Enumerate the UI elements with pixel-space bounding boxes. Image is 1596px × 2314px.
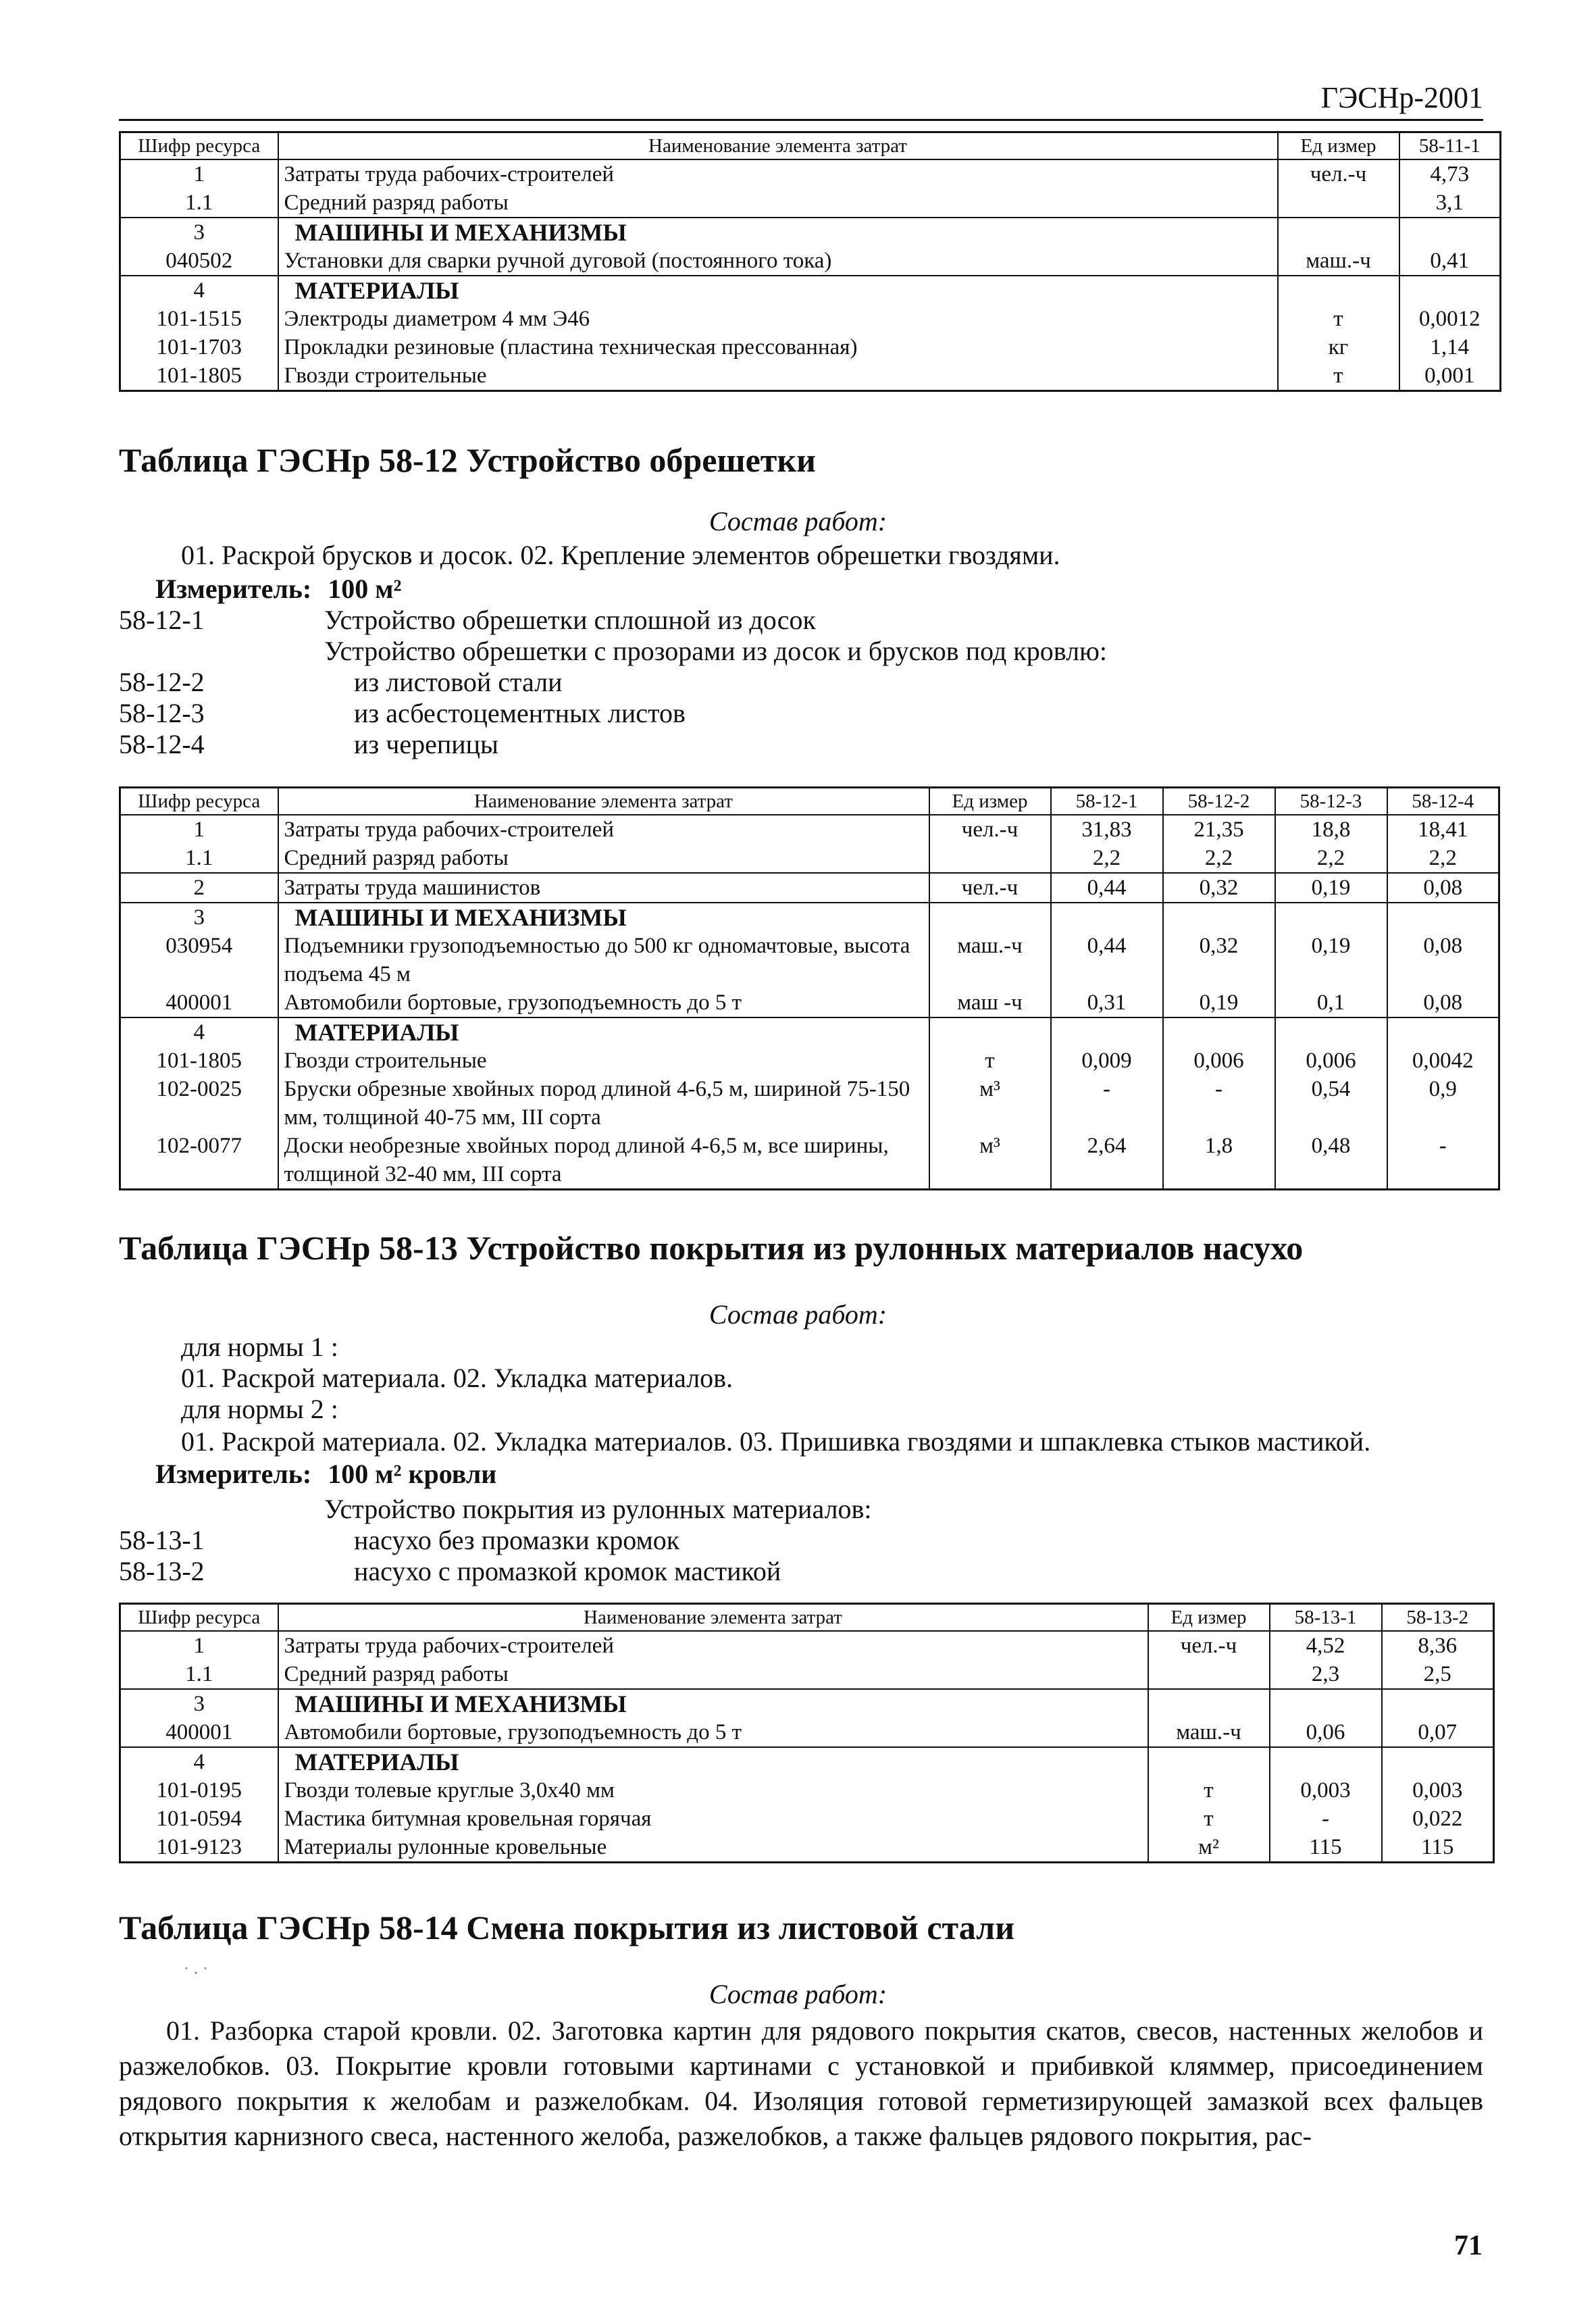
- cell-name: Средний разряд работы: [278, 188, 1278, 218]
- cell-code: 040502: [120, 247, 278, 276]
- cell-value: 2,3: [1270, 1660, 1382, 1689]
- cell-value: 2,2: [1275, 844, 1387, 873]
- cell-value: 0,006: [1163, 1047, 1275, 1075]
- sostav-paragraph-58-14: 01. Разборка старой кровли. 02. Заготовка картин для рядового покрытия скатов, свесов, настенных желобов и разжелобков. 03. Покрытие кровли готовыми картинами с установкой и прибивкой кляммер, присоединением рядового покрытия к желобам и разжелобкам. 04. Изоляция готовой герметизирующей замазкой всех фальцев открытия карнизного свеса, настенного желоба, разжелобков, а также фальцев рядового покрытия, рас-: [119, 2015, 1483, 2151]
- cell-code: 101-0594: [120, 1805, 278, 1833]
- cell-name: Автомобили бортовые, грузоподъемность до 5 т: [278, 1718, 1148, 1747]
- cell-value: -: [1163, 1075, 1275, 1132]
- table-row: [120, 988, 1499, 1017]
- norm-description: насухо с промазкой кромок мастикой: [354, 1556, 781, 1586]
- cell-value: 1,8: [1163, 1132, 1275, 1190]
- cell-value: 0,022: [1382, 1805, 1494, 1833]
- cell-value: 0,19: [1275, 932, 1387, 988]
- cell-name: Затраты труда рабочих-строителей: [278, 815, 929, 844]
- header-unit: Ед измер: [929, 788, 1051, 815]
- cell-code: 030954: [120, 932, 278, 988]
- norm1-text: 01. Раскрой материала. 02. Укладка материалов.: [181, 1363, 733, 1393]
- cell-code: 1: [120, 159, 278, 188]
- cell-value: 0,003: [1270, 1776, 1382, 1805]
- cell-value: 0,54: [1275, 1075, 1387, 1132]
- cell-value: -: [1270, 1805, 1382, 1833]
- norm-code: 58-12-3: [119, 698, 205, 728]
- cell-value: [1387, 1017, 1499, 1047]
- table-title-58-12: Таблица ГЭСНр 58-12 Устройство обрешетки: [119, 441, 816, 479]
- cell-code: 3: [120, 218, 278, 247]
- norm-code: 58-12-4: [119, 729, 205, 759]
- table-58-12: [119, 786, 1500, 1190]
- cell-unit: [1148, 1747, 1270, 1776]
- header-norm: 58-11-1: [1399, 132, 1501, 160]
- cell-code: 1.1: [120, 1660, 278, 1689]
- scan-speck: ˙ · ˙: [184, 1965, 208, 1982]
- cell-unit: [1148, 1660, 1270, 1689]
- cell-value: [1399, 276, 1501, 305]
- cell-code: 3: [120, 1689, 278, 1718]
- cell-value: 0,1: [1275, 988, 1387, 1017]
- table-row: [120, 218, 1501, 247]
- cell-unit: т: [1278, 361, 1399, 391]
- table-header-row: [120, 132, 1501, 160]
- table-58-13: [119, 1603, 1495, 1863]
- cell-value: [1051, 1017, 1163, 1047]
- table-row: [120, 1017, 1499, 1047]
- norm-description: из листовой стали: [354, 667, 563, 697]
- doc-code: ГЭСНр-2001: [1320, 81, 1483, 114]
- cell-name: Бруски обрезные хвойных пород длиной 4-6,5 м, шириной 75-150 мм, толщиной 40-75 мм, III сорта: [278, 1075, 929, 1132]
- cell-value: 0,08: [1387, 932, 1499, 988]
- cell-unit: [929, 903, 1051, 932]
- cell-name: Доски необрезные хвойных пород длиной 4-6,5 м, все ширины, толщиной 32-40 мм, III сорта: [278, 1132, 929, 1190]
- table-title-58-14: Таблица ГЭСНр 58-14 Смена покрытия из листовой стали: [119, 1909, 1015, 1946]
- cell-name: Гвозди строительные: [278, 361, 1278, 391]
- cell-name: Электроды диаметром 4 мм Э46: [278, 305, 1278, 333]
- cell-value: 0,07: [1382, 1718, 1494, 1747]
- cell-unit: чел.-ч: [1148, 1631, 1270, 1660]
- cell-value: [1051, 903, 1163, 932]
- cell-name: Автомобили бортовые, грузоподъемность до 5 т: [278, 988, 929, 1017]
- cell-code: 101-1805: [120, 361, 278, 391]
- cell-code: 101-9123: [120, 1833, 278, 1863]
- cell-value: [1270, 1747, 1382, 1776]
- header-norm: 58-13-2: [1382, 1604, 1494, 1632]
- cell-code: 3: [120, 903, 278, 932]
- cell-code: 101-1805: [120, 1047, 278, 1075]
- cell-name: Затраты труда рабочих-строителей: [278, 159, 1278, 188]
- cell-value: [1382, 1689, 1494, 1718]
- norm-code: 58-13-2: [119, 1556, 205, 1586]
- cell-unit: [1278, 188, 1399, 218]
- table-header-row: [120, 788, 1499, 815]
- header-name: Наименование элемента затрат: [278, 788, 929, 815]
- cell-name: МАШИНЫ И МЕХАНИЗМЫ: [278, 903, 929, 932]
- header-name: Наименование элемента затрат: [278, 132, 1278, 160]
- cell-value: 2,2: [1051, 844, 1163, 873]
- cell-value: 0,001: [1399, 361, 1501, 391]
- cell-code: 101-1515: [120, 305, 278, 333]
- table-row: [120, 1631, 1494, 1660]
- izmeritel-label: Измеритель:: [155, 1459, 312, 1489]
- cell-value: 0,009: [1051, 1047, 1163, 1075]
- cell-value: 2,2: [1163, 844, 1275, 873]
- norm1-label: для нормы 1 :: [181, 1332, 338, 1362]
- cell-code: 102-0077: [120, 1132, 278, 1190]
- cell-value: [1399, 218, 1501, 247]
- izmeritel-58-13: [155, 1458, 496, 1490]
- cell-code: 400001: [120, 988, 278, 1017]
- cell-value: 31,83: [1051, 815, 1163, 844]
- norm2-label: для нормы 2 :: [181, 1394, 338, 1424]
- cell-code: 4: [120, 276, 278, 305]
- cell-value: 2,64: [1051, 1132, 1163, 1190]
- cell-name: Затраты труда рабочих-строителей: [278, 1631, 1148, 1660]
- cell-unit: т: [1278, 305, 1399, 333]
- cell-name: МАТЕРИАЛЫ: [278, 1017, 929, 1047]
- cell-code: 1.1: [120, 188, 278, 218]
- cell-name: Средний разряд работы: [278, 844, 929, 873]
- norm-description: из черепицы: [354, 729, 498, 759]
- cell-value: 4,73: [1399, 159, 1501, 188]
- table-row: [120, 1075, 1499, 1132]
- cell-unit: т: [1148, 1805, 1270, 1833]
- cell-value: 0,31: [1051, 988, 1163, 1017]
- izmeritel-value: 100 м² кровли: [328, 1459, 497, 1489]
- cell-value: 21,35: [1163, 815, 1275, 844]
- cell-value: 3,1: [1399, 188, 1501, 218]
- cell-value: 0,32: [1163, 932, 1275, 988]
- cell-value: 0,08: [1387, 873, 1499, 903]
- cell-value: 115: [1270, 1833, 1382, 1863]
- cell-code: 4: [120, 1747, 278, 1776]
- cell-unit: т: [929, 1047, 1051, 1075]
- cell-unit: [1148, 1689, 1270, 1718]
- header-unit: Ед измер: [1148, 1604, 1270, 1632]
- izmeritel-value: 100 м²: [328, 574, 402, 604]
- norm-description: из асбестоцементных листов: [354, 698, 686, 728]
- cell-value: 0,0012: [1399, 305, 1501, 333]
- table-row: [120, 1132, 1499, 1190]
- table-row: [120, 333, 1501, 361]
- page-number: 71: [1454, 2230, 1483, 2261]
- cell-unit: маш.-ч: [929, 932, 1051, 988]
- page-header: [119, 80, 1483, 121]
- cell-unit: маш.-ч: [1278, 247, 1399, 276]
- izmeritel-label: Измеритель:: [155, 574, 312, 604]
- header-norm: 58-13-1: [1270, 1604, 1382, 1632]
- table-row: [120, 361, 1501, 391]
- cell-name: Мастика битумная кровельная горячая: [278, 1805, 1148, 1833]
- cell-code: 4: [120, 1017, 278, 1047]
- cell-code: 2: [120, 873, 278, 903]
- cell-name: МАТЕРИАЛЫ: [278, 1747, 1148, 1776]
- cell-value: [1163, 1017, 1275, 1047]
- cell-value: 115: [1382, 1833, 1494, 1863]
- cell-value: 0,32: [1163, 873, 1275, 903]
- cell-value: -: [1387, 1132, 1499, 1190]
- table-row: [120, 932, 1499, 988]
- header-code: Шифр ресурса: [120, 132, 278, 160]
- cell-value: 0,44: [1051, 932, 1163, 988]
- table-row: [120, 1047, 1499, 1075]
- table-row: [120, 1805, 1494, 1833]
- table-row: [120, 1833, 1494, 1863]
- cell-name: Гвозди толевые круглые 3,0х40 мм: [278, 1776, 1148, 1805]
- sostav-label-58-12: Состав работ:: [709, 506, 887, 536]
- cell-value: 8,36: [1382, 1631, 1494, 1660]
- cell-name: Материалы рулонные кровельные: [278, 1833, 1148, 1863]
- table-row: [120, 276, 1501, 305]
- table-header-row: [120, 1604, 1494, 1632]
- cell-name: Прокладки резиновые (пластина техническая прессованная): [278, 333, 1278, 361]
- cell-name: МАШИНЫ И МЕХАНИЗМЫ: [278, 218, 1278, 247]
- cell-value: 0,08: [1387, 988, 1499, 1017]
- cell-unit: [1278, 218, 1399, 247]
- sostav-label-58-14: Состав работ:: [709, 1979, 887, 2009]
- table-58-11: [119, 131, 1501, 392]
- table-row: [120, 844, 1499, 873]
- cell-value: 0,9: [1387, 1075, 1499, 1132]
- table-row: [120, 159, 1501, 188]
- table-row: [120, 1776, 1494, 1805]
- cell-value: 2,2: [1387, 844, 1499, 873]
- cell-code: 400001: [120, 1718, 278, 1747]
- norm-code: 58-12-1: [119, 605, 205, 635]
- table-row: [120, 1660, 1494, 1689]
- header-code: Шифр ресурса: [120, 1604, 278, 1632]
- norm-code: 58-12-2: [119, 667, 205, 697]
- header-norm: 58-12-4: [1387, 788, 1499, 815]
- cell-value: 0,19: [1275, 873, 1387, 903]
- izmeritel-58-12: [155, 573, 401, 605]
- cell-value: [1270, 1689, 1382, 1718]
- table-row: [120, 247, 1501, 276]
- cell-code: 101-0195: [120, 1776, 278, 1805]
- table-row: [120, 305, 1501, 333]
- norm-description: Устройство покрытия из рулонных материалов:: [324, 1494, 872, 1524]
- cell-unit: [929, 1017, 1051, 1047]
- cell-value: 0,48: [1275, 1132, 1387, 1190]
- header-norm: 58-12-2: [1163, 788, 1275, 815]
- cell-code: 101-1703: [120, 333, 278, 361]
- header-norm: 58-12-3: [1275, 788, 1387, 815]
- cell-unit: [929, 844, 1051, 873]
- table-row: [120, 1747, 1494, 1776]
- cell-name: Установки для сварки ручной дуговой (постоянного тока): [278, 247, 1278, 276]
- norm-description: Устройство обрешетки с прозорами из досок и брусков под кровлю:: [324, 636, 1108, 666]
- header-norm: 58-12-1: [1051, 788, 1163, 815]
- cell-name: Затраты труда машинистов: [278, 873, 929, 903]
- cell-value: 0,006: [1275, 1047, 1387, 1075]
- cell-value: 18,8: [1275, 815, 1387, 844]
- cell-code: 102-0025: [120, 1075, 278, 1132]
- cell-name: МАТЕРИАЛЫ: [278, 276, 1278, 305]
- cell-code: 1.1: [120, 844, 278, 873]
- norm-description: насухо без промазки кромок: [354, 1525, 680, 1555]
- cell-value: [1275, 1017, 1387, 1047]
- cell-value: 2,5: [1382, 1660, 1494, 1689]
- cell-value: 0,41: [1399, 247, 1501, 276]
- cell-code: 1: [120, 1631, 278, 1660]
- cell-unit: маш.-ч: [1148, 1718, 1270, 1747]
- cell-value: 0,44: [1051, 873, 1163, 903]
- cell-unit: кг: [1278, 333, 1399, 361]
- cell-value: [1387, 903, 1499, 932]
- cell-value: [1275, 903, 1387, 932]
- cell-unit: чел.-ч: [1278, 159, 1399, 188]
- norm-description: Устройство обрешетки сплошной из досок: [324, 605, 816, 635]
- cell-name: Подъемники грузоподъемностью до 500 кг одномачтовые, высота подъема 45 м: [278, 932, 929, 988]
- cell-value: 0,0042: [1387, 1047, 1499, 1075]
- table-row: [120, 1689, 1494, 1718]
- table-row: [120, 188, 1501, 218]
- table-row: [120, 815, 1499, 844]
- table-row: [120, 873, 1499, 903]
- header-unit: Ед измер: [1278, 132, 1399, 160]
- header-code: Шифр ресурса: [120, 788, 278, 815]
- cell-value: 0,19: [1163, 988, 1275, 1017]
- table-row: [120, 903, 1499, 932]
- norm-code: 58-13-1: [119, 1525, 205, 1555]
- cell-unit: чел.-ч: [929, 815, 1051, 844]
- cell-unit: [1278, 276, 1399, 305]
- cell-name: МАШИНЫ И МЕХАНИЗМЫ: [278, 1689, 1148, 1718]
- cell-value: 18,41: [1387, 815, 1499, 844]
- cell-unit: м³: [929, 1075, 1051, 1132]
- table-title-58-13: Таблица ГЭСНр 58-13 Устройство покрытия из рулонных материалов насухо: [119, 1229, 1304, 1267]
- cell-unit: маш -ч: [929, 988, 1051, 1017]
- cell-value: -: [1051, 1075, 1163, 1132]
- cell-unit: м³: [929, 1132, 1051, 1190]
- cell-name: Гвозди строительные: [278, 1047, 929, 1075]
- cell-code: 1: [120, 815, 278, 844]
- cell-value: 0,003: [1382, 1776, 1494, 1805]
- sostav-label-58-13: Состав работ:: [709, 1299, 887, 1330]
- cell-unit: чел.-ч: [929, 873, 1051, 903]
- cell-name: Средний разряд работы: [278, 1660, 1148, 1689]
- cell-value: 1,14: [1399, 333, 1501, 361]
- sostav-text-58-12: 01. Раскрой брусков и досок. 02. Крепление элементов обрешетки гвоздями.: [181, 540, 1060, 570]
- header-name: Наименование элемента затрат: [278, 1604, 1148, 1632]
- cell-value: 4,52: [1270, 1631, 1382, 1660]
- cell-unit: т: [1148, 1776, 1270, 1805]
- cell-value: [1163, 903, 1275, 932]
- cell-value: [1382, 1747, 1494, 1776]
- cell-unit: м²: [1148, 1833, 1270, 1863]
- cell-value: 0,06: [1270, 1718, 1382, 1747]
- table-row: [120, 1718, 1494, 1747]
- norm2-text: 01. Раскрой материала. 02. Укладка материалов. 03. Пришивка гвоздями и шпаклевка стыков мастикой.: [181, 1426, 1371, 1457]
